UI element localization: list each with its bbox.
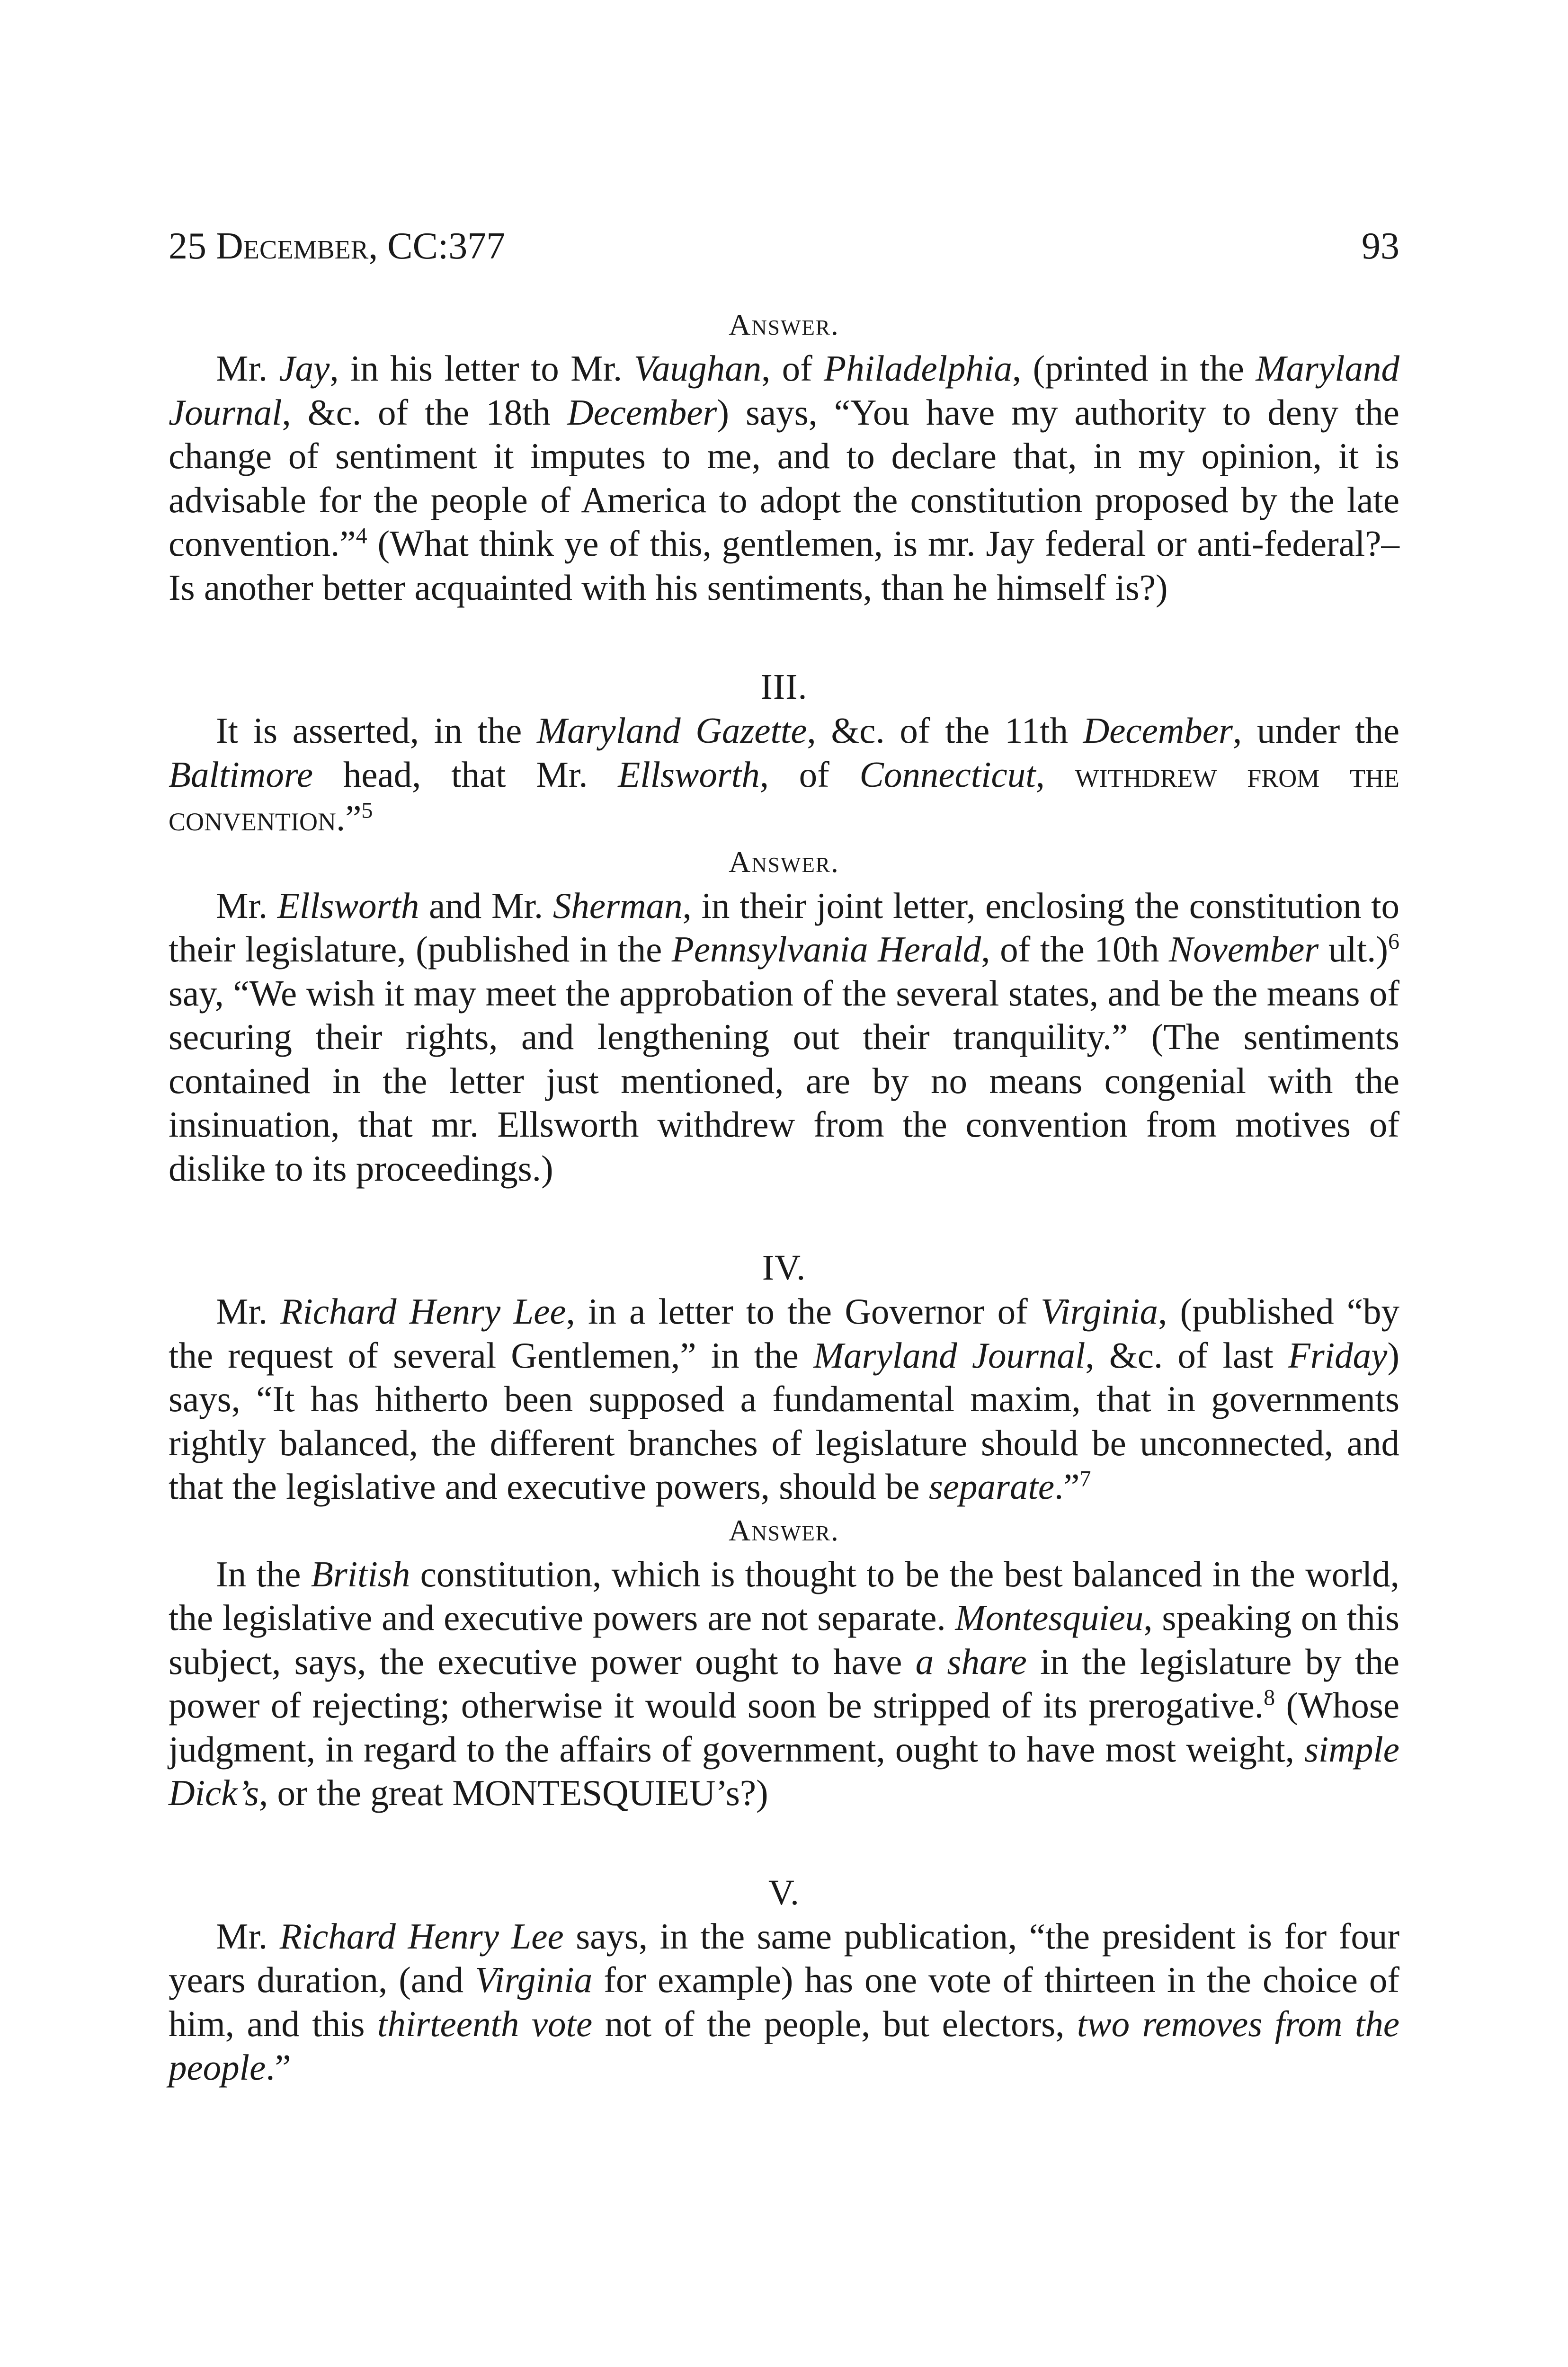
section-heading-iv: IV. (762, 1248, 806, 1288)
paragraph-claim-3: It is asserted, in the Maryland Gazette, &c. of the 11th December, under the Baltimore head, that Mr. Ellsworth, of Connecticut, withdrew from the convention.”$^5$ (169, 710, 1399, 838)
paragraph-claim-4: Mr. Richard Henry Lee, in a letter to the Governor of Virginia, (published “by the request of several Gentlemen,” in the Maryland Journal, &c. of last Friday) says, “It has hitherto been supposed a fundamental maxim, that in governments rightly balanced, the different branches of legislature should be unconnected, and that the legislative and executive powers, should be separate.”$^7$ (169, 1291, 1399, 1507)
section-heading-v: V. (768, 1872, 800, 1913)
paragraph-answer-4: In the British constitution, which is thought to be the best balanced in the world, the legislative and executive powers are not separate. Montesquieu, speaking on this subject, says, the executive power ought to have a share in the legislature by the power of rejecting; otherwise it would soon be stripped of its prerogative.$^8$ (Whose judgment, in regard to the affairs of government, ought to have most weight, simple Dick’s, or the great MONTESQUIEU’s?) (169, 1553, 1399, 1813)
footnote-ref-4: 4 (356, 523, 367, 549)
footnote-ref-8: 8 (1264, 1685, 1275, 1710)
answer-heading: Answer. (729, 1513, 839, 1547)
paragraph-answer-2: Mr. Jay, in his letter to Mr. Vaughan, of Philadelphia, (printed in the Maryland Journal, &c. of the 18th December) says, “You have my authority to deny the change of sentiment it imputes to me, and to declare that, in my opinion, it is advisable for the people of America to adopt the constitution proposed by the late convention.”$^4$ (What think ye of this, gentlemen, is mr. Jay federal or anti-federal?–Is another better acquainted with his sentiments, than he himself is?) (169, 348, 1399, 608)
running-head (169, 222, 1399, 270)
paragraph-claim-5: Mr. Richard Henry Lee says, in the same publication, “the president is for four years duration, (and Virginia for example) has one vote of thirteen in the choice of him, and this thirteenth vote not of the people, but electors, two removes from the people.” (169, 1915, 1400, 2088)
running-head-month: December (216, 225, 369, 267)
section-heading-iii: III. (760, 667, 808, 707)
paragraph-answer-3: Mr. Ellsworth and Mr. Sherman, in their joint letter, enclosing the constitution to their legislature, (published in the Pennsylvania Herald, of the 10th November ult.)$^6$ say, “We wish it may meet the approbation of the several states, and be the means of securing their rights, and lengthening out their tranquility.” (The sentiments contained in the letter just mentioned, are by no means congenial with the insinuation, that mr. Ellsworth withdrew from the convention from motives of dislike to its proceedings.) (169, 885, 1399, 1189)
footnote-ref-5: 5 (361, 798, 373, 823)
running-head-left: 25 December, CC:377 (169, 225, 506, 267)
answer-heading: Answer. (729, 845, 839, 879)
answer-heading: Answer. (729, 308, 839, 341)
footnote-ref-7: 7 (1079, 1466, 1091, 1492)
document-page (169, 222, 1399, 2090)
footnote-ref-6: 6 (1388, 929, 1399, 954)
page-number: 93 (1362, 225, 1399, 267)
